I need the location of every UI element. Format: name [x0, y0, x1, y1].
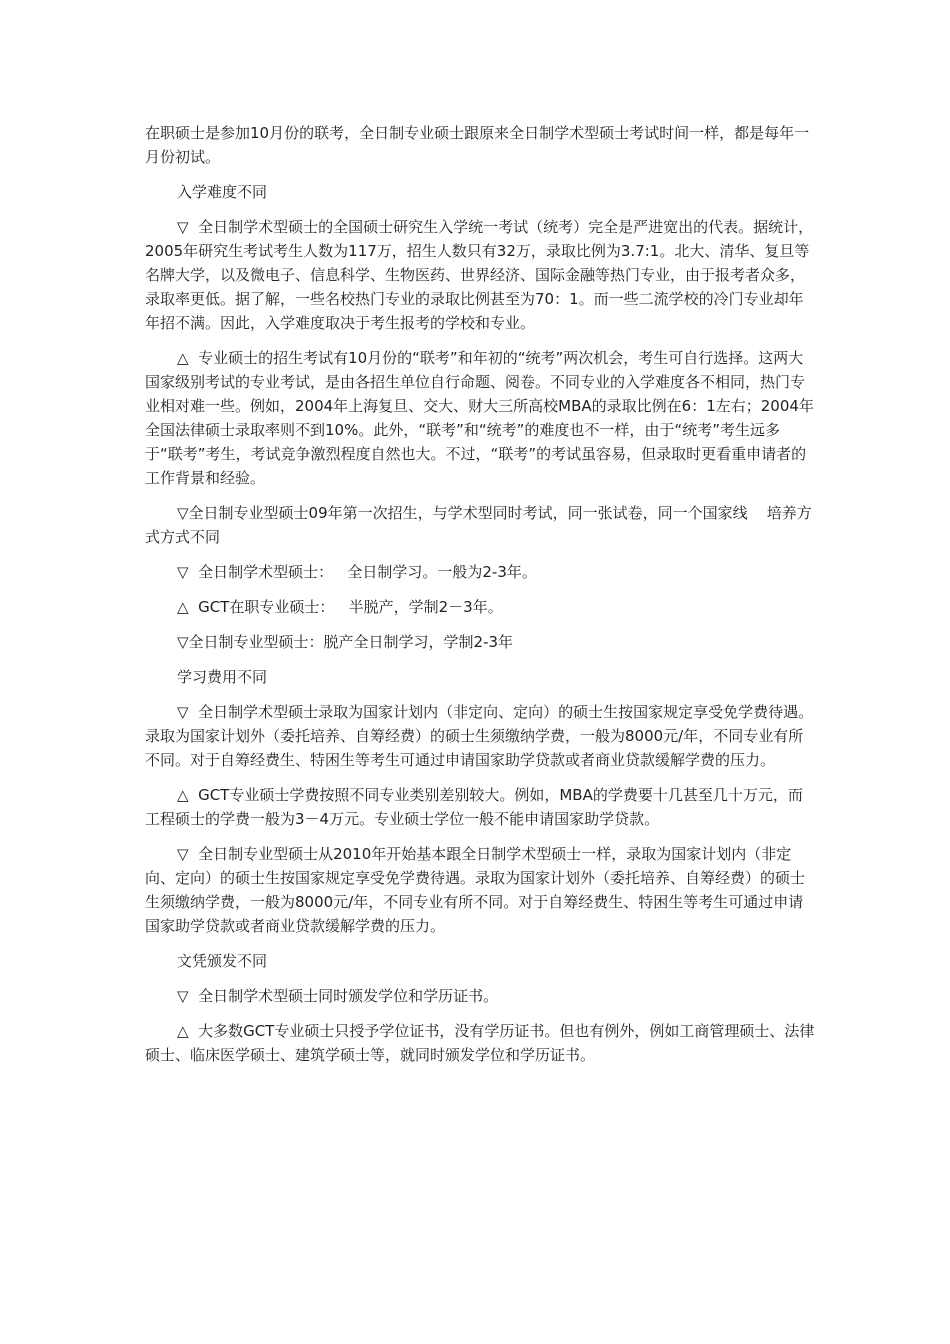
heading-admission-difficulty: 入学难度不同: [177, 183, 268, 201]
paragraph-gct-tuition: △ GCT专业硕士学费按照不同专业类别差别较大。例如，MBA的学费要十几甚至几十万元，而工程硕士的学费一般为3－4万元。专业硕士学位一般不能申请国家助学贷款。: [145, 786, 803, 828]
paragraph-gct-study-mode: △ GCT在职专业硕士： 半脱产，学制2－3年。: [177, 598, 503, 616]
paragraph-professional-difficulty: △ 专业硕士的招生考试有10月份的“联考”和年初的“统考”两次机会，考生可自行选择。这两大国家级别考试的专业考试，是由各招生单位自行命题、阅卷。不同专业的入学难度各不相同，热门专业相对难一些。例如，2004年上海复旦、交大、财大三所高校MBA的录取比例在6：1左右；2004年全国法律硕士录取率则不到10%。此外，“联考”和“统考”的难度也不一样，由于“统考”考生远多于“联考”考生，考试竞争激烈程度自然也大。不过，“联考”的考试虽容易，但录取时更看重申请者的工作背景和经验。: [145, 349, 814, 487]
paragraph-academic-diploma: ▽ 全日制学术型硕士同时颁发学位和学历证书。: [177, 987, 499, 1005]
paragraph-fulltime-professional-tuition: ▽ 全日制专业型硕士从2010年开始基本跟全日制学术型硕士一样，录取为国家计划内（非定向、定向）的硕士生按国家规定享受免学费待遇。录取为国家计划外（委托培养、自筹经费）的硕士生须缴纳学费，一般为8000元/年，不同专业有所不同。对于自筹经费生、特困生等考生可通过申请国家助学贷款或者商业贷款缓解学费的压力。: [145, 845, 806, 935]
document-body: [145, 121, 817, 1067]
paragraph-fulltime-professional-first-intake: ▽全日制专业型硕士09年第一次招生，与学术型同时考试，同一张试卷，同一个国家线 培养方式方式不同: [145, 504, 812, 546]
heading-tuition: 学习费用不同: [177, 668, 268, 686]
paragraph-academic-difficulty: ▽ 全日制学术型硕士的全国硕士研究生入学统一考试（统考）完全是严进宽出的代表。据统计，2005年研究生考试考生人数为117万，招生人数只有32万，录取比例为3.7:1。北大、清华、复旦等名牌大学，以及微电子、信息科学、生物医药、世界经济、国际金融等热门专业，由于报考者众多，录取率更低。据了解，一些名校热门专业的录取比例甚至为70：1。而一些二流学校的冷门专业却年年招不满。因此，入学难度取决于考生报考的学校和专业。: [145, 218, 814, 332]
heading-diploma: 文凭颁发不同: [177, 952, 268, 970]
paragraph-academic-tuition: ▽ 全日制学术型硕士录取为国家计划内（非定向、定向）的硕士生按国家规定享受免学费待遇。录取为国家计划外（委托培养、自筹经费）的硕士生须缴纳学费，一般为8000元/年，不同专业有所不同。对于自筹经费生、特困生等考生可通过申请国家助学贷款或者商业贷款缓解学费的压力。: [145, 703, 814, 769]
paragraph-exam-time: 在职硕士是参加10月份的联考，全日制专业硕士跟原来全日制学术型硕士考试时间一样，都是每年一月份初试。: [145, 124, 810, 166]
paragraph-fulltime-professional-study-mode: ▽全日制专业型硕士：脱产全日制学习，学制2-3年: [177, 633, 514, 651]
paragraph-academic-study-mode: ▽ 全日制学术型硕士： 全日制学习。一般为2-3年。: [177, 563, 537, 581]
paragraph-gct-diploma: △ 大多数GCT专业硕士只授予学位证书，没有学历证书。但也有例外，例如工商管理硕士、法律硕士、临床医学硕士、建筑学硕士等，就同时颁发学位和学历证书。: [145, 1022, 815, 1064]
